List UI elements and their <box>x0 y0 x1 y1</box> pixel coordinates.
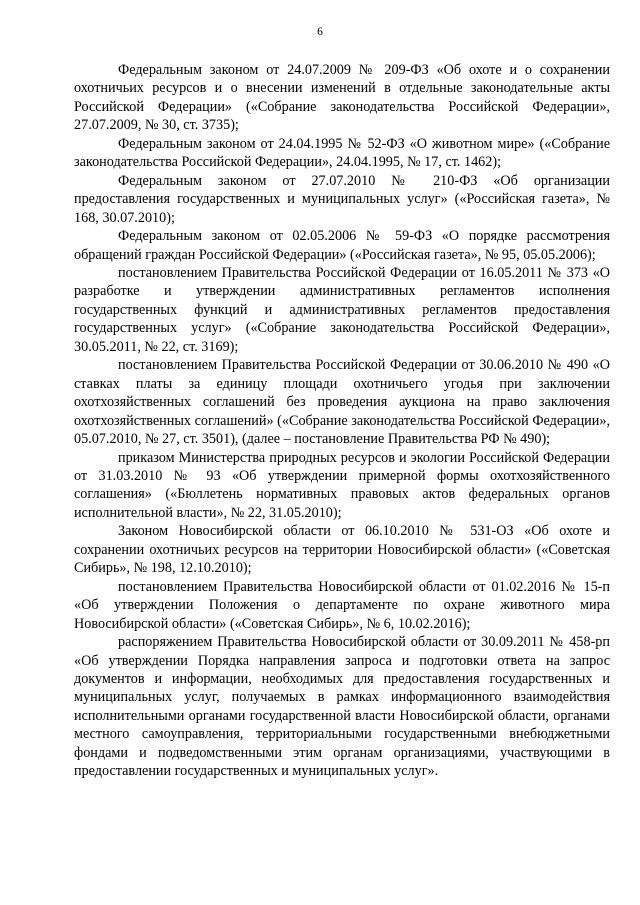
page-number: 6 <box>317 26 323 38</box>
paragraph-resolution-490: постановлением Правительства Российской Федерации от 30.06.2010 № 490 «О ставках платы за единицу площади охотничьего угодья при заключении охотхозяйственных соглашений без проведения аукциона на право заключения охотхозяйственных соглашений» («Собрание законодательства Российской Федерации», 05.07.2010, № 27, ст. 3501), (далее – постановление Правительства РФ № 490); <box>74 357 610 448</box>
paragraph-regional-resolution-15-p: постановлением Правительства Новосибирской области от 01.02.2016 № 15-п «Об утверждении Положения о департаменте по охране животного мира Новосибирской области» («Советская Сибирь», № 6, 10.02.2016); <box>74 578 610 632</box>
paragraph-law-210-fz: Федеральным законом от 27.07.2010 № 210-ФЗ «Об организации предоставления государственных и муниципальных услуг» («Российская газета», № 168, 30.07.2010); <box>74 172 610 226</box>
document-body <box>74 61 610 781</box>
paragraph-law-59-fz: Федеральным законом от 02.05.2006 № 59-ФЗ «О порядке рассмотрения обращений граждан Российской Федерации» («Российская газета», № 95, 05.05.2006); <box>74 228 610 263</box>
paragraph-order-93: приказом Министерства природных ресурсов и экологии Российской Федерации от 31.03.2010 № 93 «Об утверждении примерной формы охотхозяйственного соглашения» («Бюллетень нормативных правовых актов федеральных органов исполнительной власти», № 22, 31.05.2010); <box>74 449 610 521</box>
paragraph-resolution-373: постановлением Правительства Российской Федерации от 16.05.2011 № 373 «О разработке и утверждении административных регламентов исполнения государственных функций и административных регламентов предоставления государственных услуг» («Собрание законодательства Российской Федерации», 30.05.2011, № 22, ст. 3169); <box>74 264 610 355</box>
paragraph-regional-order-458-rp: распоряжением Правительства Новосибирской области от 30.09.2011 № 458-рп «Об утверждении Порядка направления запроса и подготовки ответа на запрос документов и информации, необходимых для предоставления государственных и муниципальных услуг, получаемых в рамках информационного взаимодействия исполнительными органами государственной власти Новосибирской области, органами местного самоуправления, территориальными государственными внебюджетными фондами и подведомственными этим органам организациями, участвующими в предоставлении государственных и муниципальных услуг». <box>74 634 610 780</box>
paragraph-law-52-fz: Федеральным законом от 24.04.1995 № 52-ФЗ «О животном мире» («Собрание законодательства Российской Федерации», 24.04.1995, № 17, ст. 1462); <box>74 135 610 171</box>
paragraph-regional-law-531-oz: Законом Новосибирской области от 06.10.2010 № 531-ОЗ «Об охоте и сохранении охотничьих ресурсов на территории Новосибирской области» («Советская Сибирь», № 198, 12.10.2010); <box>74 523 610 577</box>
paragraph-law-209-fz: Федеральным законом от 24.07.2009 № 209-ФЗ «Об охоте и о сохранении охотничьих ресурсов и о внесении изменений в отдельные законодательные акты Российской Федерации» («Собрание законодательства Российской Федерации», 27.07.2009, № 30, ст. 3735); <box>74 62 610 134</box>
